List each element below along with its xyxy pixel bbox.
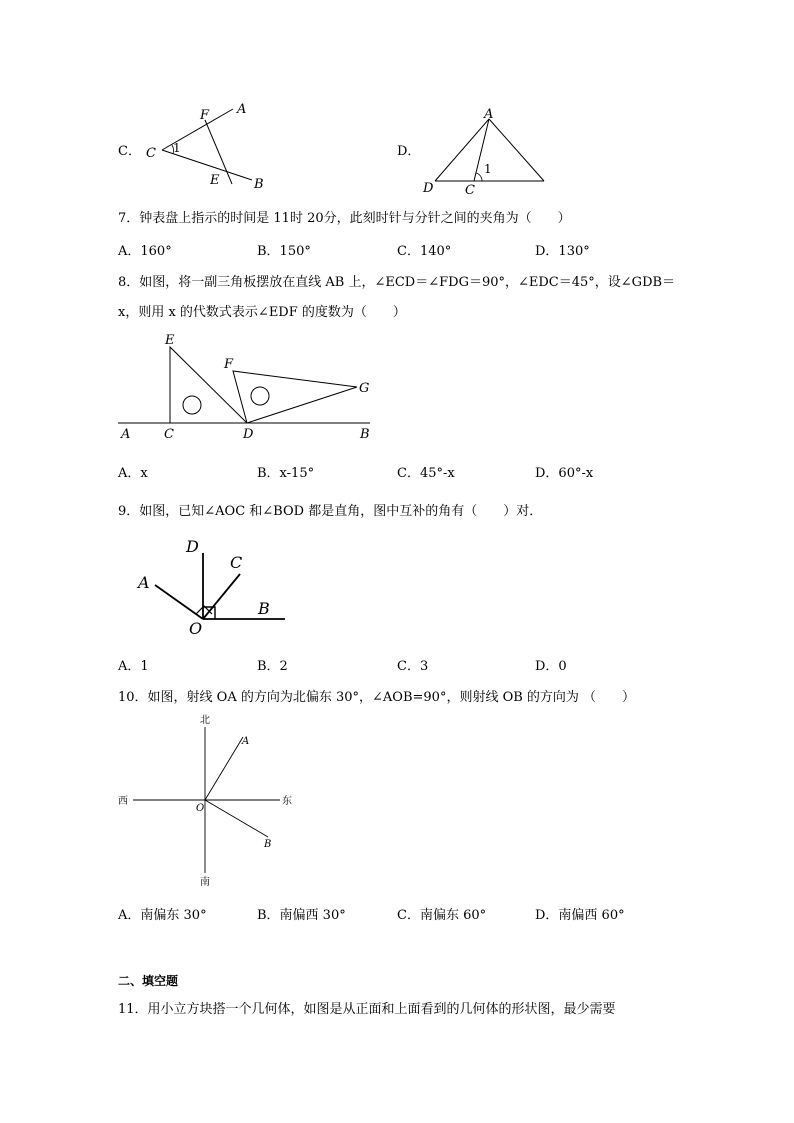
q7-option-c: C．140° (397, 244, 452, 259)
q6c-angle-label: 1 (173, 141, 181, 155)
q8-stem-line2: x，则用 x 的代数式表示∠EDF 的度数为（ ） (118, 305, 406, 320)
q9-stem: 9．如图，已知∠AOC 和∠BOD 都是直角，图中互补的角有（ ）对． (118, 504, 543, 519)
q10-option-b: B．南偏西 30° (257, 908, 346, 923)
q6c-label-f: F (200, 108, 210, 123)
q6d-label-d: D (423, 181, 434, 196)
q7-option-b: B．150° (257, 244, 311, 259)
q6-option-c-label: C． (118, 144, 141, 159)
q9-label-b: B (258, 599, 270, 618)
q7-option-a: A．160° (118, 244, 172, 259)
q8-label-b: B (360, 427, 370, 442)
q10-option-a: A．南偏东 30° (118, 908, 207, 923)
q10-ray-oa (205, 737, 243, 800)
q6d-label-a: A (484, 107, 494, 122)
q8-stem-line1: 8．如图，将一副三角板摆放在直线 AB 上，∠ECD＝∠FDG＝90°，∠EDC＝45°，设∠GDB＝ (118, 275, 676, 290)
q8-option-a: A．x (118, 466, 148, 481)
q7-stem: 7．钟表盘上指示的时间是 11时 20分，此刻时针与分针之间的夹角为（ ） (118, 211, 571, 226)
q9-label-d: D (186, 537, 199, 556)
q10-label-north: 北 (200, 715, 210, 726)
q6c-label-b: B (254, 177, 264, 192)
q6d-label-c: C (465, 183, 475, 198)
q10-label-a: A (242, 736, 250, 747)
q11-stem: 11．用小立方块搭一个几何体，如图是从正面和上面看到的几何体的形状图，最少需要 (118, 1002, 616, 1017)
q8-label-a: A (121, 427, 131, 442)
q8-label-f: F (224, 357, 234, 372)
section-heading-fill-blank: 二、填空题 (118, 974, 179, 988)
q8-label-e: E (165, 333, 175, 348)
q9-option-d: D．0 (535, 659, 567, 674)
q6d-angle-label: 1 (484, 162, 492, 176)
q6c-label-e: E (210, 173, 220, 188)
q10-option-d: D．南偏西 60° (535, 908, 625, 923)
q10-label-south: 南 (200, 877, 210, 888)
q6-option-d-label: D． (397, 144, 421, 159)
q7-option-d: D．130° (535, 244, 590, 259)
q10-option-c: C．南偏东 60° (397, 908, 487, 923)
q8-option-b: B．x-15° (257, 466, 315, 481)
q8-label-d: D (243, 427, 254, 442)
q9-label-c: C (230, 553, 243, 572)
q9-option-a: A．1 (118, 659, 149, 674)
q9-label-o: O (189, 619, 203, 638)
q8-option-c: C．45°-x (397, 466, 455, 481)
q9-option-c: C．3 (397, 659, 429, 674)
q6c-label-c: C (146, 146, 156, 161)
q9-option-b: B．2 (257, 659, 288, 674)
q10-label-east: 东 (282, 796, 292, 807)
q9-label-a: A (138, 573, 150, 592)
q10-label-o: O (196, 803, 205, 814)
q10-stem: 10．如图，射线 OA 的方向为北偏东 30°，∠AOB=90°，则射线 OB 的方向为 （ ） (118, 690, 636, 705)
q6c-label-a: A (237, 102, 247, 117)
q10-ray-ob (205, 800, 268, 837)
q8-option-d: D．60°-x (535, 466, 594, 481)
q8-label-g: G (359, 381, 370, 396)
q8-label-c: C (164, 427, 174, 442)
q10-label-b: B (264, 839, 272, 850)
q10-label-west: 西 (118, 796, 128, 807)
